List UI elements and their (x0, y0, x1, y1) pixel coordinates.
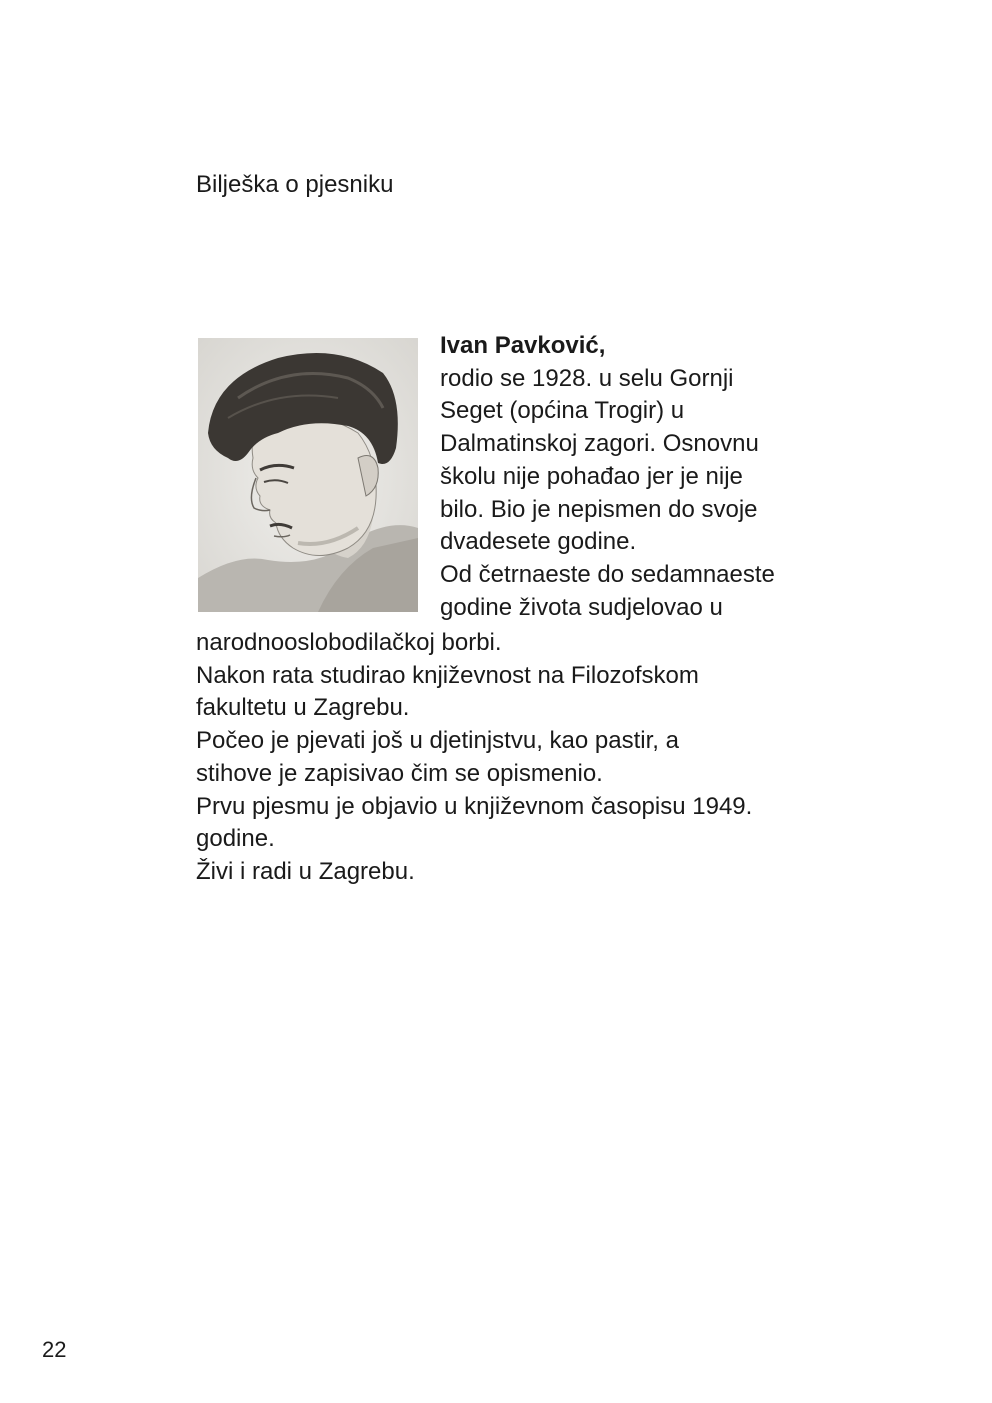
bio-line: Živi i radi u Zagrebu. (196, 857, 415, 885)
page-number: 22 (42, 1337, 67, 1362)
bio-line: školu nije pohađao jer je nije (440, 462, 743, 490)
bio-line: godine. (196, 825, 275, 853)
bio-line: bilo. Bio je nepismen do svoje (440, 495, 758, 523)
bio-line: fakultetu u Zagrebu. (196, 694, 410, 722)
portrait-sketch-icon (198, 338, 418, 612)
bio-line: dvadesete godine. (440, 528, 637, 556)
section-heading: Bilješka o pjesniku (196, 171, 394, 198)
bio-line: Od četrnaeste do sedamnaeste (440, 560, 775, 588)
bio-line: godine života sudjelovao u (440, 593, 723, 621)
bio-text-top (440, 330, 860, 624)
bio-line: Počeo je pjevati još u djetinjstvu, kao pastir, a (196, 727, 679, 755)
bio-line: Prvu pjesmu je objavio u književnom časopisu 1949. (196, 792, 753, 820)
bio-line: Nakon rata studirao književnost na Filozofskom (196, 661, 699, 689)
bio-line: narodnooslobodilačkoj borbi. (196, 629, 502, 656)
poet-name: Ivan Pavković, (440, 332, 606, 359)
bio-line: rodio se 1928. u selu Gornji (440, 364, 734, 392)
bio-line: stihove je zapisivao čim se opismenio. (196, 759, 603, 787)
bio-line: Dalmatinskoj zagori. Osnovnu (440, 430, 759, 458)
poet-portrait-image (198, 338, 418, 612)
bio-line: Seget (općina Trogir) u (440, 397, 685, 425)
bio-text-bottom (196, 627, 896, 889)
